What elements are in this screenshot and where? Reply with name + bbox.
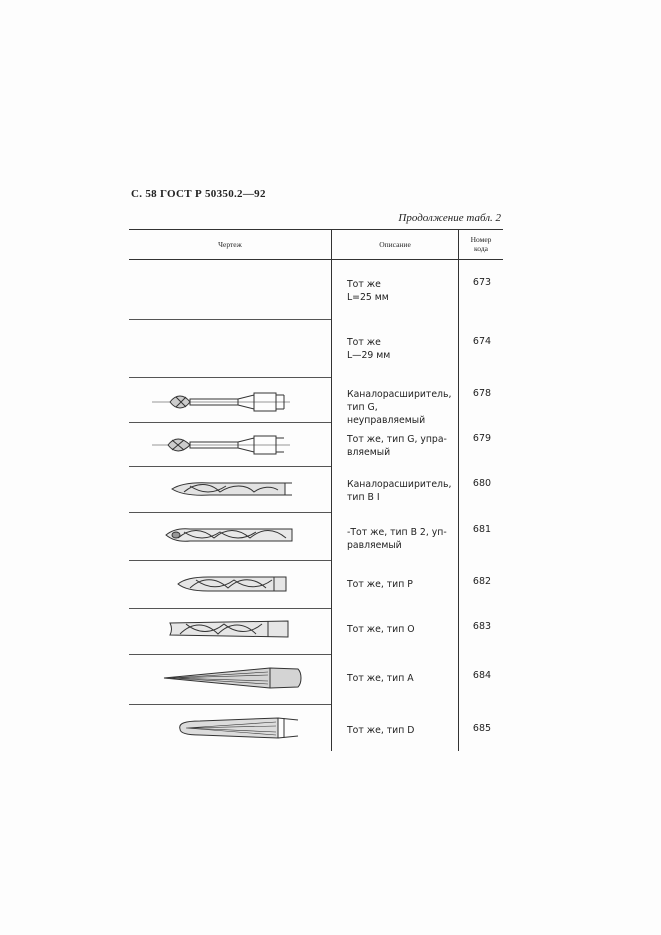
table-row-code: 681 [472,524,492,535]
column-header-code: Номер кода [470,235,492,253]
tapered-reamer-d-icon [150,710,310,744]
table-row-description: Каналорасширитель, тип G, неуправляемый [347,389,452,426]
row-separator [129,319,331,320]
page-header: С. 58 ГОСТ Р 50350.2—92 [131,188,266,200]
row-separator [129,704,331,705]
table-row-description: Тот же L=25 мм [347,279,389,303]
table-row-description: Тот же, тип О [347,624,415,635]
row-separator [129,422,331,423]
twist-reamer-b2-icon [150,518,310,552]
table-row-code: 680 [472,478,492,489]
table-row-description: Тот же, тип Р [347,579,413,590]
table-row-description: Тот же L—29 мм [347,337,391,361]
continuation-label: Продолжение табл. 2 [398,212,501,224]
column-header-description: Описание [379,240,411,249]
tapered-reamer-a-icon [150,661,310,695]
table-row-code: 684 [472,670,492,681]
table-row-code: 682 [472,576,492,587]
table-header-rule [129,259,503,260]
table-row-description: Тот же, тип G, упра- вляемый [347,434,447,458]
table-row-code: 678 [472,388,492,399]
row-separator [129,466,331,467]
twist-reamer-b1-icon [150,472,310,506]
row-separator [129,654,331,655]
row-separator [129,377,331,378]
table-row-description: Каналорасширитель, тип В I [347,479,452,503]
row-separator [129,512,331,513]
twist-reamer-p-icon [150,567,310,601]
table-row-code: 674 [472,336,492,347]
row-separator [129,608,331,609]
table-row-code: 685 [472,723,492,734]
table-row-code: 679 [472,433,492,444]
row-separator [129,560,331,561]
table-row-code: 683 [472,621,492,632]
table-row-code: 673 [472,277,492,288]
column-divider [458,229,459,751]
table-row-description: Тот же, тип D [347,725,415,736]
table-top-rule [129,229,503,230]
column-header-drawing: Чертеж [218,240,242,249]
twist-reamer-o-icon [150,612,310,646]
reamer-type-g-controlled-icon [150,428,310,462]
reamer-type-g-icon [150,385,310,419]
column-divider [331,229,332,751]
table-row-description: Тот же, тип А [347,673,414,684]
table-row-description: -Тот же, тип В 2, уп- равляемый [347,527,447,551]
